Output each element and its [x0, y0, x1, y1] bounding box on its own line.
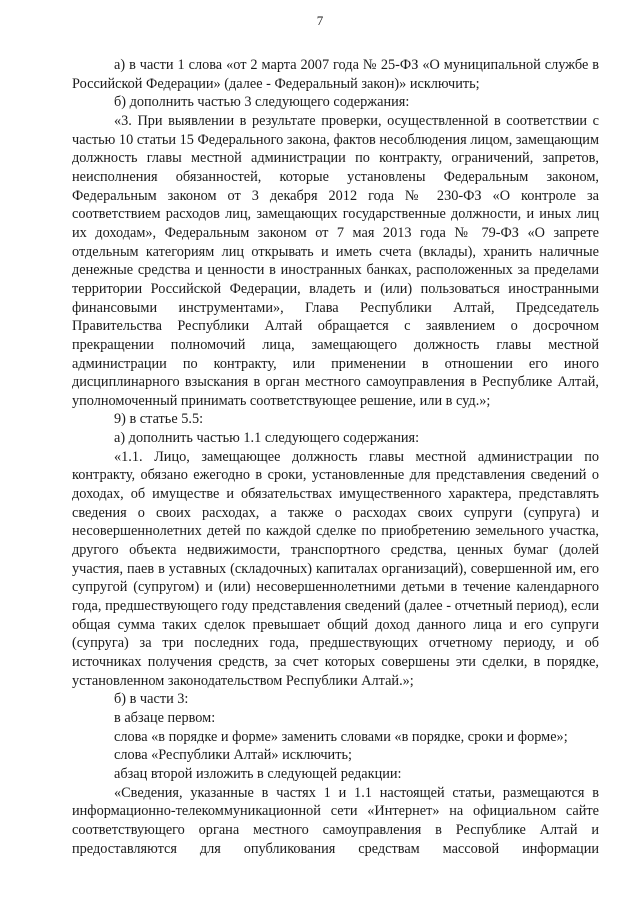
paragraph-first-clause: в абзаце первом:	[114, 709, 216, 726]
paragraph-part-3-text: «3. При выявлении в результате проверки, осуществленной в соответствии с частью 10 статьи 15 Федерального закона, фактов несоблюдения лицом, замещающим должность главы местной администрации по контракту, ограничений, запретов, неисполнения обязанностей, которые установлены Федеральным законом, Федеральным законом от 3 декабря 2012 года № 230-ФЗ «О контроле за соответствием расходов лиц, замещающих государственные должности, и иных лиц их доходам», Федеральным законом от 7 мая 2013 года № 79-ФЗ «О запрете отдельным категориям лиц открывать и иметь счета (вклады), хранить наличные денежные средства и ценности в иностранных банках, расположенных за пределами территории Российской Федерации, владеть и (или) пользоваться иностранными финансовыми инструментами», Глава Республики Алтай, Председатель Правительства Республики Алтай обращается с заявлением о досрочном прекращении полномочий лица, замещающего должность главы местной администрации по контракту, или применении в отношении его иного дисциплинарного взыскания в орган местного самоуправления в Республике Алтай, уполномоченный принимать соответствующее решение, или в суд.»;	[72, 112, 599, 409]
page-number: 7	[316, 13, 324, 28]
paragraph-item-b-part-3: б) в части 3:	[114, 691, 189, 708]
paragraph-item-9-article-5-5: 9) в статье 5.5:	[114, 411, 204, 428]
paragraph-replace-words: слова «в порядке и форме» заменить словами «в порядке, сроки и форме»;	[114, 728, 568, 745]
paragraph-item-b-add-part-3: б) дополнить частью 3 следующего содержания:	[114, 94, 410, 111]
paragraph-part-1-1-text: «1.1. Лицо, замещающее должность главы местной администрации по контракту, обязано ежегодно в сроки, установленные для представления сведений о доходах, об имуществе и обязательствах имущественного характера, представлять сведения о своих расходах, а также о расходах своих супруги (супруга) и несовершеннолетних детей по каждой сделке по приобретению земельного участка, другого объекта недвижимости, транспортного средства, ценных бумаг (долей участия, паев в уставных (складочных) капиталах организаций), совершенной им, его супругой (супругом) и (или) несовершеннолетними детьми в течение календарного года, предшествующего году представления сведений (далее - отчетный период), если общая сумма таких сделок превышает общий доход данного лица и его супруги (супруга) за три последних года, предшествующих отчетному периоду, и об источниках получения средств, за счет которых совершены эти сделки, в порядке, установленном законодательством Республики Алтай.»;	[72, 448, 599, 689]
paragraph-second-clause-text: «Сведения, указанные в частях 1 и 1.1 настоящей статьи, размещаются в информационно-телекоммуникационной сети «Интернет» на официальном сайте соответствующего органа местного самоуправления в Республике Алтай и предоставляются для опубликования средствам массовой информации	[72, 784, 599, 857]
paragraph-item-a-part-1: а) в части 1 слова «от 2 марта 2007 года № 25-ФЗ «О муниципальной службе в Российской Федерации» (далее - Федеральный закон)» исключить;	[72, 57, 599, 92]
paragraph-item-a-add-part-1-1: а) дополнить частью 1.1 следующего содержания:	[114, 430, 420, 447]
paragraph-exclude-words: слова «Республики Алтай» исключить;	[114, 747, 352, 764]
paragraph-second-clause-heading: абзац второй изложить в следующей редакции:	[114, 765, 402, 782]
document-body	[72, 56, 599, 858]
